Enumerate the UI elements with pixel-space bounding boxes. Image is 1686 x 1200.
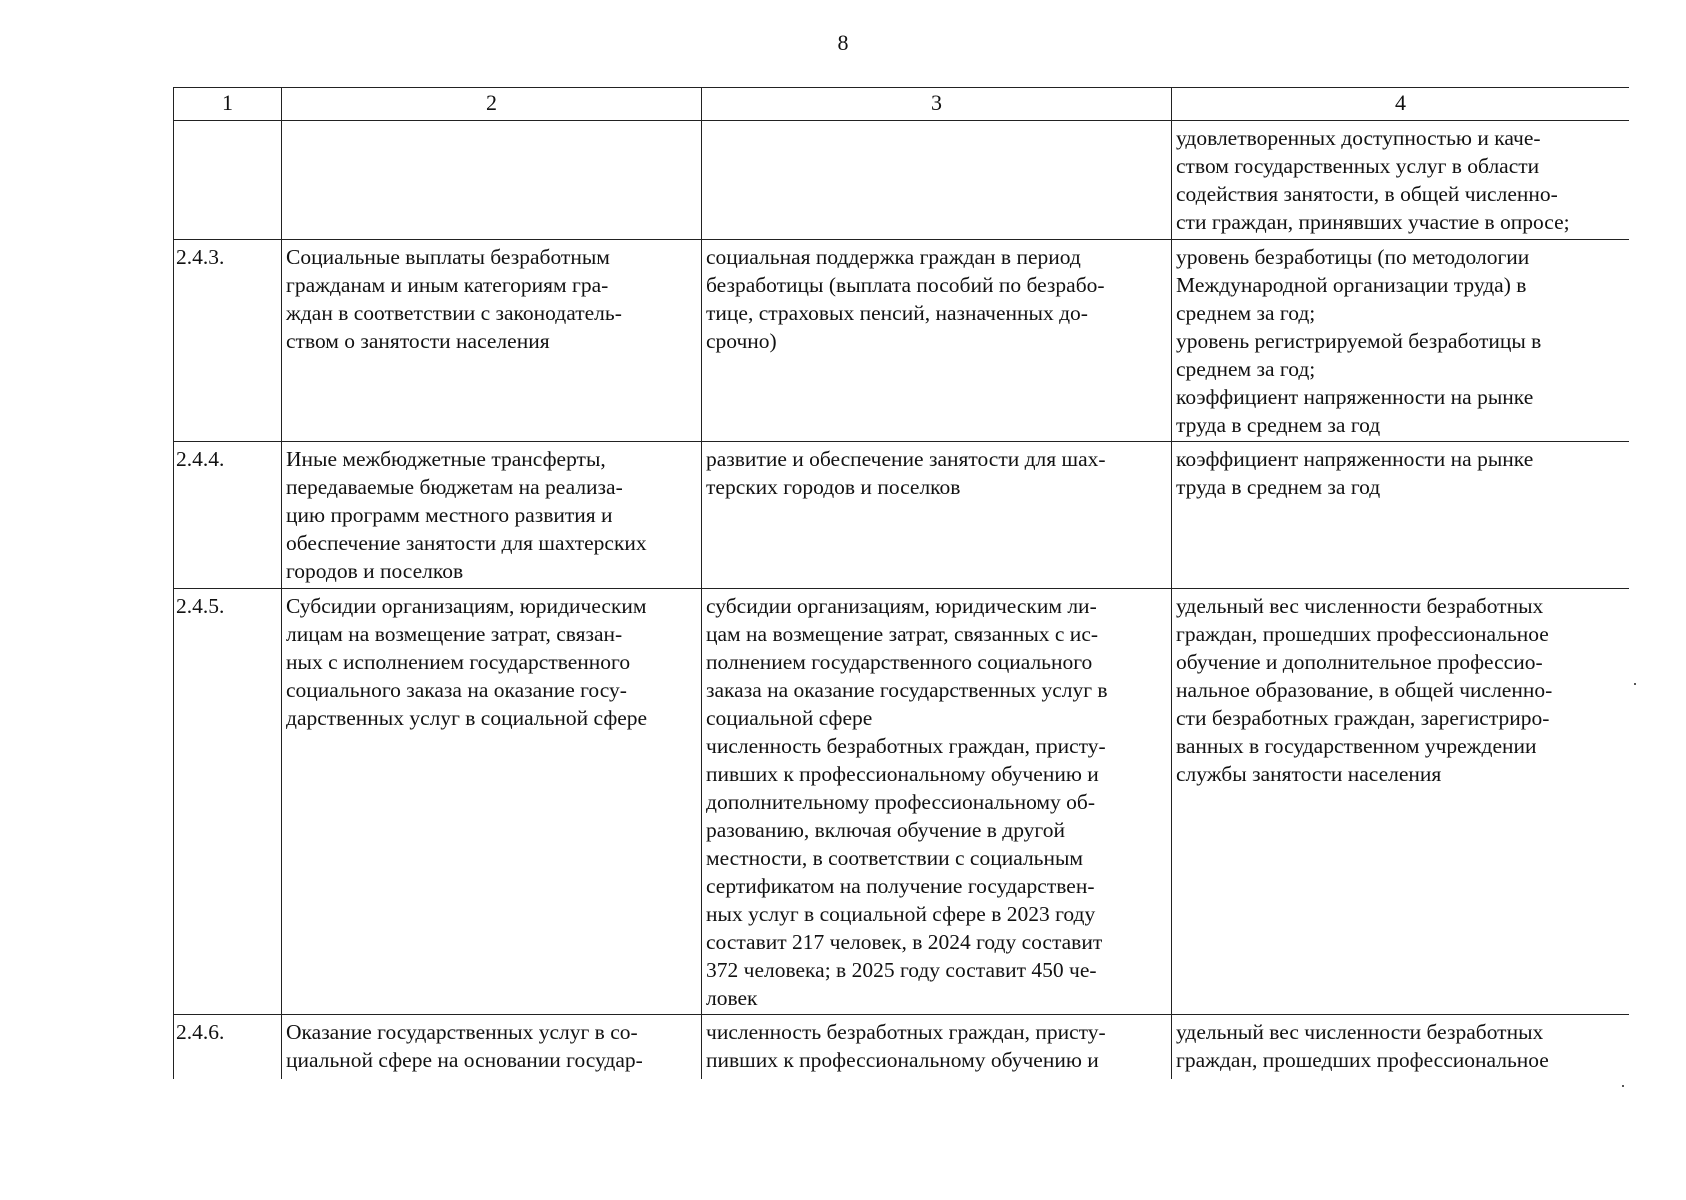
table-row xyxy=(174,240,1630,442)
cell-text-line: Социальные выплаты безработным xyxy=(286,245,610,269)
cell-text-line: дарственных услуг в социальной сфере xyxy=(286,706,648,730)
cell-text-line: труда в среднем за год xyxy=(1176,475,1381,499)
row-number-cell: 2.4.4. xyxy=(174,442,282,589)
cell-text-line: сти безработных граждан, зарегистриро- xyxy=(1176,706,1550,730)
table-container xyxy=(173,87,1629,1079)
cell-text-line: ством государственных услуг в области xyxy=(1176,154,1540,178)
cell-text-line: гражданам и иным категориям гра- xyxy=(286,273,609,297)
cell-text-line: граждан, прошедших профессиональное xyxy=(1176,1048,1549,1072)
cell-text-line: Международной организации труда) в xyxy=(1176,273,1527,297)
cell-text-line: уровень регистрируемой безработицы в xyxy=(1176,329,1542,353)
cell-text-line: сертификатом на получение государствен- xyxy=(706,874,1095,898)
scan-speck xyxy=(1634,683,1636,685)
item-name-cell xyxy=(282,1015,702,1080)
cell-text-line: полнением государственного социального xyxy=(706,650,1093,674)
cell-text-line: содействия занятости, в общей численно- xyxy=(1176,182,1558,206)
header-cell-3: 3 xyxy=(702,88,1172,121)
cell-text-line: терских городов и поселков xyxy=(706,475,961,499)
indicators-table xyxy=(173,87,1629,1079)
cell-text-line: ных услуг в социальной сфере в 2023 году xyxy=(706,902,1096,926)
cell-text-line: местности, в соответствии с социальным xyxy=(706,846,1084,870)
cell-text-line: лицам на возмещение затрат, связан- xyxy=(286,622,623,646)
cell-text-line: уровень безработицы (по методологии xyxy=(1176,245,1530,269)
row-number-cell: 2.4.5. xyxy=(174,589,282,1015)
cell-text-line: составит 217 человек, в 2024 году составит xyxy=(706,930,1103,954)
cell-text-line: удельный вес численности безработных xyxy=(1176,1020,1544,1044)
cell-text-line: сти граждан, принявших участие в опросе; xyxy=(1176,210,1570,234)
cell-text-line: пивших к профессиональному обучению и xyxy=(706,762,1099,786)
row-number-cell xyxy=(174,121,282,240)
table-row xyxy=(174,1015,1630,1080)
cell-text-line: труда в среднем за год xyxy=(1176,413,1381,437)
cell-text-line: коэффициент напряженности на рынке xyxy=(1176,385,1534,409)
item-name-cell xyxy=(282,589,702,1015)
expected-result-cell xyxy=(702,121,1172,240)
cell-text-line: численность безработных граждан, присту- xyxy=(706,734,1106,758)
item-name-cell xyxy=(282,442,702,589)
cell-text-line: удовлетворенных доступностью и каче- xyxy=(1176,126,1541,150)
cell-text-line: ством о занятости населения xyxy=(286,329,550,353)
cell-text-line: среднем за год; xyxy=(1176,357,1316,381)
cell-text-line: ных с исполнением государственного xyxy=(286,650,631,674)
header-cell-4: 4 xyxy=(1172,88,1630,121)
cell-text-line: численность безработных граждан, присту- xyxy=(706,1020,1106,1044)
cell-text-line: граждан, прошедших профессиональное xyxy=(1176,622,1549,646)
expected-result-cell xyxy=(702,442,1172,589)
cell-text-line: Оказание государственных услуг в со- xyxy=(286,1020,638,1044)
expected-result-cell xyxy=(702,240,1172,442)
cell-text-line: срочно) xyxy=(706,329,777,353)
cell-text-line: социального заказа на оказание госу- xyxy=(286,678,627,702)
row-number-cell: 2.4.3. xyxy=(174,240,282,442)
cell-text-line: городов и поселков xyxy=(286,559,464,583)
cell-text-line: пивших к профессиональному обучению и xyxy=(706,1048,1099,1072)
header-cell-1: 1 xyxy=(174,88,282,121)
expected-result-cell xyxy=(702,589,1172,1015)
indicator-cell xyxy=(1172,121,1630,240)
table-row xyxy=(174,589,1630,1015)
cell-text-line: дополнительному профессиональному об- xyxy=(706,790,1096,814)
cell-text-line: заказа на оказание государственных услуг в xyxy=(706,678,1108,702)
cell-text-line: удельный вес численности безработных xyxy=(1176,594,1544,618)
cell-text-line: разованию, включая обучение в другой xyxy=(706,818,1065,842)
table-row xyxy=(174,442,1630,589)
page-number: 8 xyxy=(837,30,849,55)
indicator-cell xyxy=(1172,240,1630,442)
cell-text-line: цам на возмещение затрат, связанных с ис- xyxy=(706,622,1099,646)
cell-text-line: ванных в государственном учреждении xyxy=(1176,734,1537,758)
cell-text-line: Иные межбюджетные трансферты, xyxy=(286,447,606,471)
cell-text-line: коэффициент напряженности на рынке xyxy=(1176,447,1534,471)
cell-text-line: обучение и дополнительное профессио- xyxy=(1176,650,1543,674)
row-number-cell: 2.4.6. xyxy=(174,1015,282,1080)
indicator-cell xyxy=(1172,589,1630,1015)
cell-text-line: Субсидии организациям, юридическим xyxy=(286,594,647,618)
cell-text-line: безработицы (выплата пособий по безрабо- xyxy=(706,273,1105,297)
cell-text-line: среднем за год; xyxy=(1176,301,1316,325)
expected-result-cell xyxy=(702,1015,1172,1080)
cell-text-line: социальная поддержка граждан в период xyxy=(706,245,1081,269)
cell-text-line: обеспечение занятости для шахтерских xyxy=(286,531,647,555)
scan-speck xyxy=(1622,1085,1624,1087)
cell-text-line: ловек xyxy=(706,986,758,1010)
cell-text-line: развитие и обеспечение занятости для шах- xyxy=(706,447,1106,471)
cell-text-line: ждан в соответствии с законодатель- xyxy=(286,301,622,325)
indicator-cell xyxy=(1172,1015,1630,1080)
cell-text-line: нальное образование, в общей численно- xyxy=(1176,678,1553,702)
cell-text-line: передаваемые бюджетам на реализа- xyxy=(286,475,623,499)
table-row xyxy=(174,121,1630,240)
cell-text-line: 372 человека; в 2025 году составит 450 че- xyxy=(706,958,1097,982)
indicator-cell xyxy=(1172,442,1630,589)
cell-text-line: циальной сфере на основании государ- xyxy=(286,1048,643,1072)
cell-text-line: службы занятости населения xyxy=(1176,762,1442,786)
cell-text-line: цию программ местного развития и xyxy=(286,503,613,527)
table-header-row xyxy=(174,88,1630,121)
header-cell-2: 2 xyxy=(282,88,702,121)
cell-text-line: субсидии организациям, юридическим ли- xyxy=(706,594,1097,618)
cell-text-line: социальной сфере xyxy=(706,706,873,730)
item-name-cell xyxy=(282,240,702,442)
cell-text-line: тице, страховых пенсий, назначенных до- xyxy=(706,301,1088,325)
item-name-cell xyxy=(282,121,702,240)
